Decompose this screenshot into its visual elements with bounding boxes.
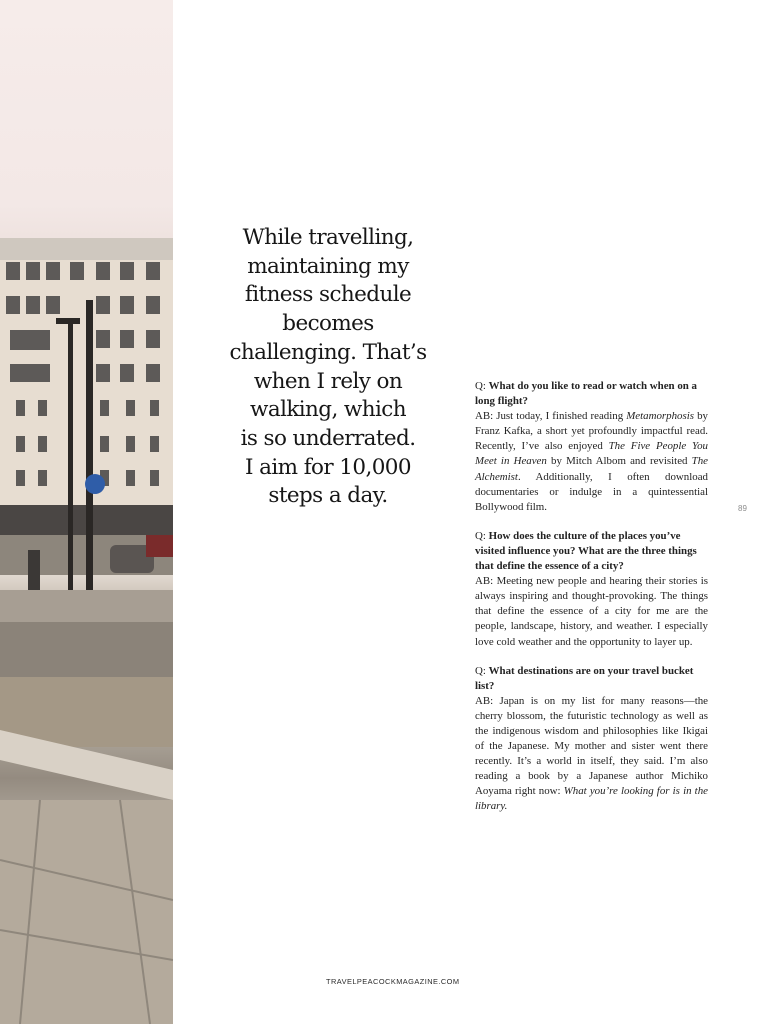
question [475, 664, 708, 694]
answer-label: AB: [475, 575, 494, 588]
pull-quote-line: challenging. That’s [229, 339, 427, 365]
pull-quote-line: becomes [282, 311, 374, 337]
question-text: What do you like to read or watch when on a long flight? [475, 380, 697, 408]
pull-quote [222, 224, 434, 511]
pull-quote-line: maintaining my [247, 253, 409, 279]
question [475, 379, 708, 409]
answer-text: Japan is on my list for many reasons—the cherry blossom, the futuristic technology as well as the indigenous wisdom and philosophies like Ikigai of the Japanese. My mother and sister went there recently. It’s a world in itself, they said. I’m also reading a book by a Japanese author Michiko Aoyama right now: [475, 694, 708, 798]
book-title: The Alchemist [475, 455, 708, 483]
footer-url[interactable]: TRAVELPEACOCKMAGAZINE.COM [326, 977, 460, 986]
question-prefix: Q: [475, 664, 486, 677]
qa-item [475, 664, 708, 815]
book-title: Metamorphosis [626, 410, 694, 423]
interview-qa [475, 379, 708, 829]
question [475, 529, 708, 574]
answer-label: AB: [475, 410, 494, 423]
pull-quote-line: steps a day. [268, 483, 388, 509]
answer-text: Meeting new people and hearing their stories is always inspiring and thought-provoking. The things that define the essence of a city for me are the people, landscape, history, and weather. I especially love cold weather and the opportunity to layer up. [475, 575, 708, 648]
pull-quote-line: when I rely on [253, 368, 403, 394]
pull-quote-line: walking, which [250, 397, 406, 423]
street-photo-illustration [0, 0, 173, 1024]
answer [475, 409, 708, 515]
answer-label: AB: [475, 694, 494, 707]
answer-text: by Franz Kafka, a short yet profoundly impactful read. Recently, I’ve also enjoyed [475, 410, 708, 453]
answer [475, 694, 708, 815]
pull-quote-line: I aim for 10,000 [245, 454, 411, 480]
answer-text: Just today, I finished reading [496, 410, 627, 423]
qa-item [475, 379, 708, 515]
answer [475, 574, 708, 649]
pull-quote-line: While travelling, [242, 225, 414, 250]
answer-text: by Mitch Albom and revisited [546, 455, 692, 468]
question-text: How does the culture of the places you’ve visited influence you? What are the three things that define the essence of a city? [475, 529, 697, 573]
book-title: The Five People You Meet in Heaven [475, 440, 708, 468]
qa-item [475, 529, 708, 650]
street-photo [0, 0, 173, 1024]
question-prefix: Q: [475, 529, 486, 542]
book-title: What you’re looking for is in the library. [475, 785, 708, 813]
question-text: What destinations are on your travel bucket list? [475, 664, 694, 692]
page-number: 89 [738, 504, 747, 513]
pull-quote-line: fitness schedule [244, 282, 412, 308]
answer-text: . Additionally, I often download documentaries or indulge in a quintessential Bollywood film. [475, 470, 708, 513]
pull-quote-line: is so underrated. [240, 425, 416, 451]
question-prefix: Q: [475, 380, 486, 392]
